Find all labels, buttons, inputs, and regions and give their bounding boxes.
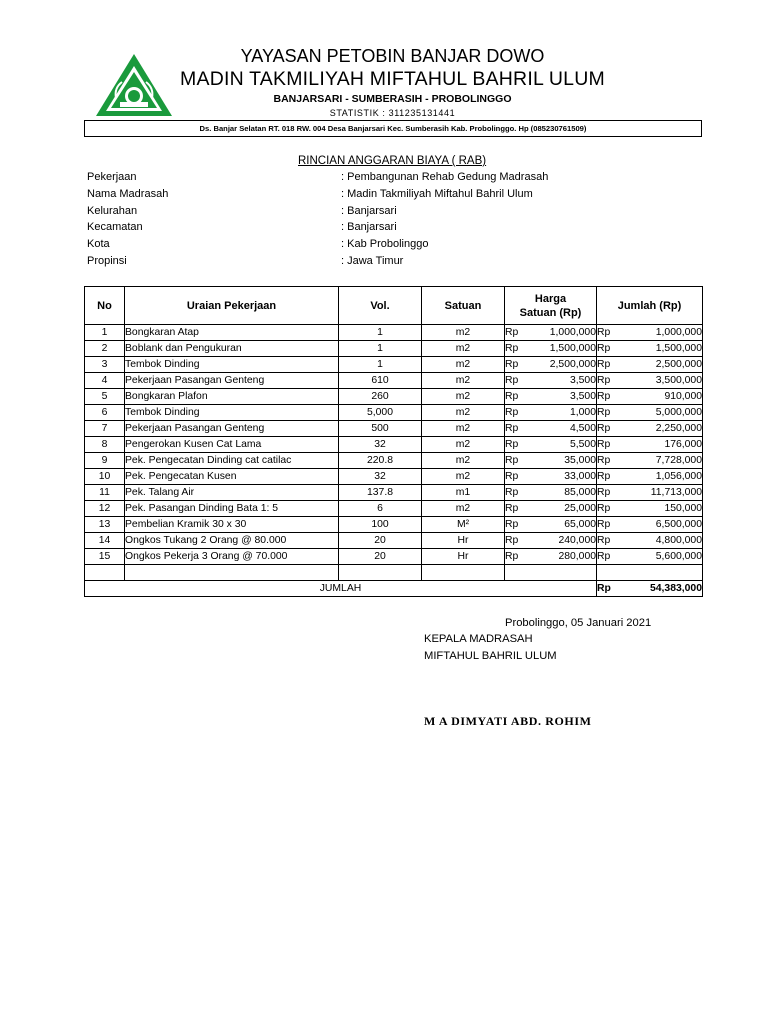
row-harga: 25,000 — [529, 501, 597, 517]
table-row — [85, 517, 703, 533]
row-no: 6 — [85, 405, 125, 421]
row-jumlah: 11,713,000 — [621, 485, 703, 501]
row-harga: 33,000 — [529, 469, 597, 485]
row-satuan: m2 — [422, 405, 505, 421]
row-jumlah: 5,600,000 — [621, 549, 703, 565]
row-vol: 500 — [339, 421, 422, 437]
row-vol: 260 — [339, 389, 422, 405]
row-satuan: m2 — [422, 341, 505, 357]
row-harga-rp: Rp — [505, 405, 529, 421]
row-vol: 20 — [339, 549, 422, 565]
row-satuan: m2 — [422, 453, 505, 469]
row-uraian: Pengerokan Kusen Cat Lama — [125, 437, 339, 453]
row-uraian: Tembok Dinding — [125, 405, 339, 421]
row-no: 2 — [85, 341, 125, 357]
row-jumlah: 910,000 — [621, 389, 703, 405]
total-value: 54,383,000 — [621, 581, 703, 597]
row-jumlah-rp: Rp — [597, 357, 621, 373]
row-jumlah: 1,500,000 — [621, 341, 703, 357]
info-row: Pekerjaan : Pembangunan Rehab Gedung Madrasah — [87, 171, 549, 183]
row-uraian: Pembelian Kramik 30 x 30 — [125, 517, 339, 533]
row-no: 5 — [85, 389, 125, 405]
row-satuan: m2 — [422, 437, 505, 453]
row-uraian: Bongkaran Atap — [125, 325, 339, 341]
row-no: 14 — [85, 533, 125, 549]
row-satuan: M² — [422, 517, 505, 533]
row-harga-rp: Rp — [505, 469, 529, 485]
row-satuan: m2 — [422, 357, 505, 373]
row-satuan: m2 — [422, 421, 505, 437]
row-harga: 85,000 — [529, 485, 597, 501]
row-satuan: m2 — [422, 389, 505, 405]
row-harga: 2,500,000 — [529, 357, 597, 373]
row-no: 8 — [85, 437, 125, 453]
row-satuan: m2 — [422, 469, 505, 485]
row-vol: 5,000 — [339, 405, 422, 421]
row-uraian: Pekerjaan Pasangan Genteng — [125, 373, 339, 389]
row-jumlah: 1,056,000 — [621, 469, 703, 485]
total-rp: Rp — [597, 581, 621, 597]
row-satuan: m2 — [422, 501, 505, 517]
project-info — [87, 169, 587, 270]
row-uraian: Pek. Pasangan Dinding Bata 1: 5 — [125, 501, 339, 517]
row-jumlah: 4,800,000 — [621, 533, 703, 549]
row-no: 9 — [85, 453, 125, 469]
row-jumlah-rp: Rp — [597, 517, 621, 533]
school-location: BANJARSARI - SUMBERASIH - PROBOLINGGO — [273, 93, 512, 105]
row-uraian: Pek. Talang Air — [125, 485, 339, 501]
row-jumlah-rp: Rp — [597, 405, 621, 421]
row-no: 7 — [85, 421, 125, 437]
row-harga-rp: Rp — [505, 357, 529, 373]
info-row: Nama Madrasah : Madin Takmiliyah Miftahul Bahril Ulum — [87, 187, 533, 200]
row-satuan: m2 — [422, 373, 505, 389]
row-vol: 1 — [339, 341, 422, 357]
table-row — [85, 325, 703, 341]
row-vol: 220.8 — [339, 453, 422, 469]
col-vol: Vol. — [339, 287, 422, 325]
row-jumlah-rp: Rp — [597, 501, 621, 517]
table-row — [85, 469, 703, 485]
info-row: Kota : Kab Probolinggo — [87, 238, 429, 251]
signer-institution: MIFTAHUL BAHRIL ULUM — [424, 650, 557, 662]
row-harga-rp: Rp — [505, 549, 529, 565]
row-jumlah-rp: Rp — [597, 453, 621, 469]
table-row — [85, 341, 703, 357]
row-vol: 32 — [339, 469, 422, 485]
table-row — [85, 437, 703, 453]
row-jumlah-rp: Rp — [597, 549, 621, 565]
table-row — [85, 421, 703, 437]
row-no: 13 — [85, 517, 125, 533]
row-harga: 5,500 — [529, 437, 597, 453]
row-jumlah: 1,000,000 — [621, 325, 703, 341]
row-harga: 1,500,000 — [529, 341, 597, 357]
row-jumlah-rp: Rp — [597, 389, 621, 405]
row-uraian: Tembok Dinding — [125, 357, 339, 373]
col-uraian: Uraian Pekerjaan — [125, 287, 339, 325]
table-row-blank — [85, 565, 703, 581]
info-row: Kecamatan : Banjarsari — [87, 221, 397, 234]
row-satuan: m2 — [422, 325, 505, 341]
total-label: JUMLAH — [85, 581, 597, 597]
row-harga-rp: Rp — [505, 485, 529, 501]
foundation-name: YAYASAN PETOBIN BANJAR DOWO — [240, 46, 545, 66]
budget-table — [84, 286, 703, 597]
row-jumlah: 7,728,000 — [621, 453, 703, 469]
row-jumlah-rp: Rp — [597, 485, 621, 501]
row-harga-rp: Rp — [505, 421, 529, 437]
row-jumlah: 176,000 — [621, 437, 703, 453]
row-no: 10 — [85, 469, 125, 485]
row-harga-rp: Rp — [505, 325, 529, 341]
row-vol: 100 — [339, 517, 422, 533]
row-harga-rp: Rp — [505, 533, 529, 549]
row-uraian: Pek. Pengecatan Kusen — [125, 469, 339, 485]
table-row — [85, 549, 703, 565]
row-harga-rp: Rp — [505, 517, 529, 533]
document-title: RINCIAN ANGGARAN BIAYA ( RAB) — [298, 155, 487, 167]
info-row: Kelurahan : Banjarsari — [87, 204, 397, 217]
signer-name: M A DIMYATI ABD. ROHIM — [424, 714, 592, 728]
info-row: Propinsi : Jawa Timur — [87, 254, 404, 267]
row-harga-rp: Rp — [505, 373, 529, 389]
row-harga: 4,500 — [529, 421, 597, 437]
row-jumlah-rp: Rp — [597, 373, 621, 389]
row-uraian: Pek. Pengecatan Dinding cat catilac — [125, 453, 339, 469]
row-harga: 1,000,000 — [529, 325, 597, 341]
col-jumlah: Jumlah (Rp) — [597, 287, 703, 325]
col-harga: Harga Satuan (Rp) — [505, 287, 597, 325]
row-vol: 20 — [339, 533, 422, 549]
row-vol: 137.8 — [339, 485, 422, 501]
row-jumlah: 5,000,000 — [621, 405, 703, 421]
organization-logo — [94, 52, 174, 118]
table-row — [85, 389, 703, 405]
row-jumlah: 150,000 — [621, 501, 703, 517]
row-harga-rp: Rp — [505, 453, 529, 469]
row-jumlah: 2,500,000 — [621, 357, 703, 373]
row-harga: 3,500 — [529, 373, 597, 389]
statistik-number: STATISTIK : 311235131441 — [329, 108, 456, 118]
row-uraian: Boblank dan Pengukuran — [125, 341, 339, 357]
school-name: MADIN TAKMILIYAH MIFTAHUL BAHRIL ULUM — [180, 68, 605, 90]
row-uraian: Bongkaran Plafon — [125, 389, 339, 405]
row-harga-rp: Rp — [505, 437, 529, 453]
table-row — [85, 357, 703, 373]
table-header — [85, 287, 703, 325]
col-no: No — [85, 287, 125, 325]
table-row — [85, 485, 703, 501]
row-no: 12 — [85, 501, 125, 517]
table-row — [85, 533, 703, 549]
row-harga: 240,000 — [529, 533, 597, 549]
row-jumlah: 6,500,000 — [621, 517, 703, 533]
row-no: 15 — [85, 549, 125, 565]
table-row — [85, 453, 703, 469]
row-jumlah-rp: Rp — [597, 341, 621, 357]
place-date: Probolinggo, 05 Januari 2021 — [505, 617, 652, 629]
col-satuan: Satuan — [422, 287, 505, 325]
row-harga: 35,000 — [529, 453, 597, 469]
row-satuan: Hr — [422, 533, 505, 549]
row-harga: 65,000 — [529, 517, 597, 533]
signer-position: KEPALA MADRASAH — [424, 633, 533, 645]
row-satuan: m1 — [422, 485, 505, 501]
row-vol: 6 — [339, 501, 422, 517]
row-uraian: Ongkos Pekerja 3 Orang @ 70.000 — [125, 549, 339, 565]
total-row — [85, 581, 703, 597]
row-no: 1 — [85, 325, 125, 341]
row-satuan: Hr — [422, 549, 505, 565]
row-harga: 280,000 — [529, 549, 597, 565]
row-harga-rp: Rp — [505, 501, 529, 517]
row-jumlah-rp: Rp — [597, 469, 621, 485]
table-row — [85, 373, 703, 389]
row-jumlah-rp: Rp — [597, 437, 621, 453]
table-row — [85, 405, 703, 421]
row-harga: 3,500 — [529, 389, 597, 405]
row-jumlah-rp: Rp — [597, 421, 621, 437]
row-no: 3 — [85, 357, 125, 373]
row-jumlah: 2,250,000 — [621, 421, 703, 437]
row-no: 4 — [85, 373, 125, 389]
row-uraian: Pekerjaan Pasangan Genteng — [125, 421, 339, 437]
address-box: Ds. Banjar Selatan RT. 018 RW. 004 Desa Banjarsari Kec. Sumberasih Kab. Probolinggo. Hp (085230761509) — [84, 120, 702, 137]
row-harga-rp: Rp — [505, 389, 529, 405]
row-harga-rp: Rp — [505, 341, 529, 357]
row-jumlah-rp: Rp — [597, 533, 621, 549]
row-no: 11 — [85, 485, 125, 501]
row-vol: 610 — [339, 373, 422, 389]
row-harga: 1,000 — [529, 405, 597, 421]
row-uraian: Ongkos Tukang 2 Orang @ 80.000 — [125, 533, 339, 549]
row-vol: 1 — [339, 357, 422, 373]
row-jumlah: 3,500,000 — [621, 373, 703, 389]
row-jumlah-rp: Rp — [597, 325, 621, 341]
table-row — [85, 501, 703, 517]
row-vol: 1 — [339, 325, 422, 341]
row-vol: 32 — [339, 437, 422, 453]
